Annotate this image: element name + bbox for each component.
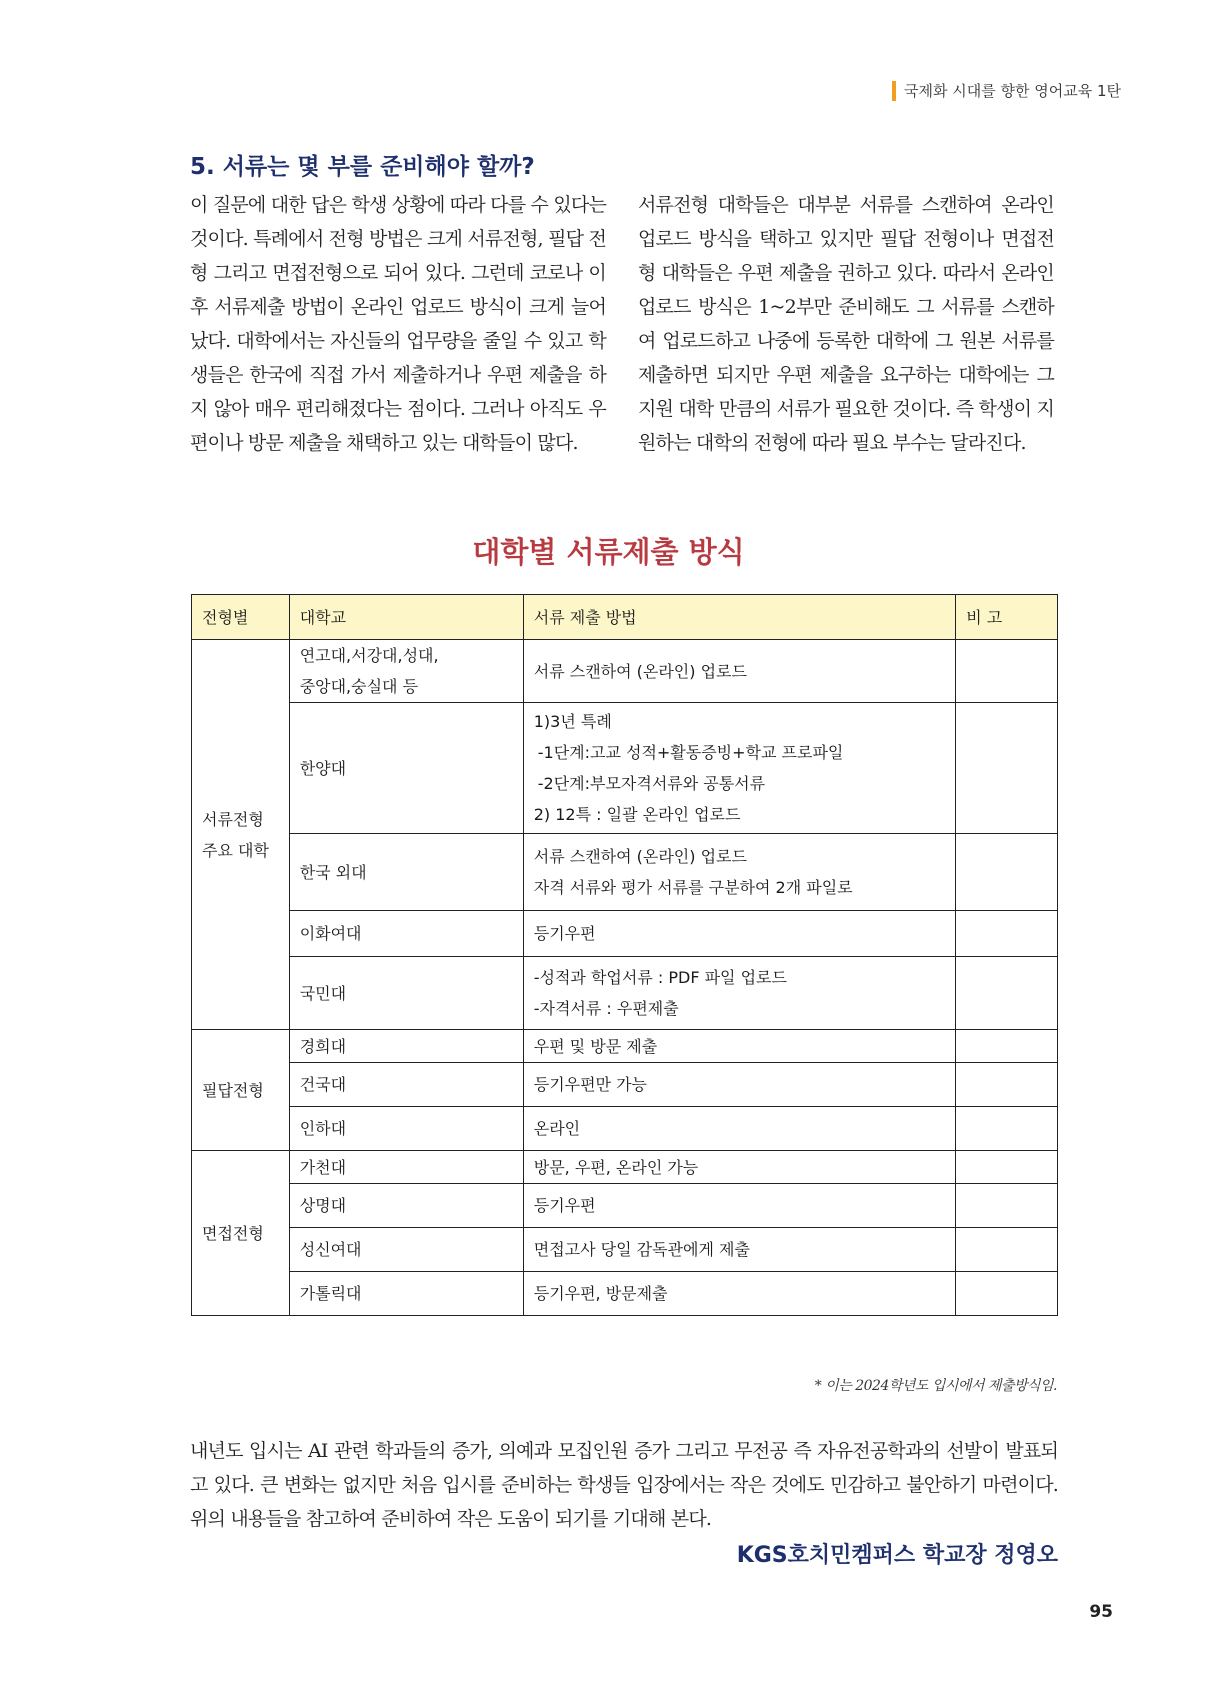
submission-table <box>191 594 1058 1316</box>
university-line: 상명대 <box>299 1196 347 1215</box>
closing-paragraph: 내년도 입시는 AI 관련 학과들의 증가, 의예과 모집인원 증가 그리고 무전공 즉 자유전공학과의 선발이 발표되고 있다. 큰 변화는 없지만 처음 입시를 준비하는 학생들 입장에서는 작은 것에도 민감하고 불안하기 마련이다. 위의 내용들을 참고하여 준비하여 작은 도움이 되기를 기대해 본다. <box>190 1440 1058 1530</box>
exam-type-line: 필답전형 <box>202 1080 264 1100</box>
method-line: 등기우편 <box>533 924 596 943</box>
table-row <box>192 1063 1058 1107</box>
university-line: 가천대 <box>299 1157 347 1177</box>
table-row <box>192 911 1058 957</box>
method-line: -1단계:고교 성적+활동증빙+학교 프로파일 <box>537 743 844 762</box>
running-header <box>892 80 1121 101</box>
exam-type-line: 주요 대학 <box>202 840 269 860</box>
cell-method <box>523 1151 955 1184</box>
cell-method <box>523 703 955 834</box>
table-row <box>192 1272 1058 1316</box>
university-line: 경희대 <box>299 1036 347 1056</box>
table-row <box>192 640 1058 703</box>
table-footnote: * 이는 2024학년도 입시에서 제출방식임. <box>814 1378 1057 1394</box>
header-method: 서류 제출 방법 <box>523 595 955 640</box>
method-line: 서류 스캔하여 (온라인) 업로드 <box>533 661 747 681</box>
header-accent-bar <box>892 81 896 101</box>
table-row <box>192 1030 1058 1063</box>
cell-method <box>523 911 955 957</box>
cell-exam-type <box>192 1030 290 1151</box>
university-line: 중앙대,숭실대 등 <box>299 677 419 696</box>
method-line: 온라인 <box>533 1119 581 1138</box>
cell-remarks <box>956 957 1058 1030</box>
cell-university <box>289 1151 523 1184</box>
table-row <box>192 1151 1058 1184</box>
university-line: 한국 외대 <box>299 862 367 882</box>
table-header-row <box>192 595 1058 640</box>
cell-university <box>289 911 523 957</box>
table-row <box>192 703 1058 834</box>
table-row <box>192 834 1058 911</box>
cell-university <box>289 1184 523 1228</box>
table-row <box>192 957 1058 1030</box>
method-line: 등기우편만 가능 <box>533 1075 648 1094</box>
cell-method <box>523 1063 955 1107</box>
university-line: 건국대 <box>299 1075 347 1094</box>
method-line: 자격 서류와 평가 서류를 구분하여 2개 파일로 <box>533 878 853 897</box>
university-line: 연고대,서강대,성대, <box>299 646 439 665</box>
table-row <box>192 1107 1058 1151</box>
university-line: 이화여대 <box>299 924 362 943</box>
university-line: 한양대 <box>299 758 347 778</box>
cell-remarks <box>956 640 1058 703</box>
cell-remarks <box>956 1107 1058 1151</box>
cell-university <box>289 703 523 834</box>
header-text: 국제화 시대를 향한 영어교육 1탄 <box>904 82 1121 100</box>
cell-remarks <box>956 1063 1058 1107</box>
page-number: 95 <box>1089 1602 1113 1622</box>
body-column-right: 서류전형 대학들은 대부분 서류를 스캔하여 온라인 업로드 방식을 택하고 있지만 필답 전형이나 면접전형 대학들은 우편 제출을 권하고 있다. 따라서 온라인 업로드 방식은 1~2부만 준비해도 그 서류를 스캔하여 업로드하고 나중에 등록한 대학에 그 원본 서류를 제출하면 되지만 우편 제출을 요구하는 대학에는 그 지원 대학 만큼의 서류가 필요한 것이다. 즉 학생이 지원하는 대학의 전형에 따라 필요 부수는 달라진다. <box>638 194 1054 454</box>
exam-type-line: 서류전형 <box>202 809 264 829</box>
cell-method <box>523 1184 955 1228</box>
cell-method <box>523 1228 955 1272</box>
method-line: -2단계:부모자격서류와 공통서류 <box>537 774 766 793</box>
method-line: 1)3년 특례 <box>533 712 612 731</box>
cell-method <box>523 1272 955 1316</box>
cell-remarks <box>956 1151 1058 1184</box>
cell-university <box>289 1107 523 1151</box>
method-line: -자격서류 : 우편제출 <box>533 999 679 1018</box>
method-line: 서류 스캔하여 (온라인) 업로드 <box>533 847 747 866</box>
author-signature: KGS호치민켐퍼스 학교장 정영오 <box>736 1543 1058 1568</box>
header-type: 전형별 <box>192 595 290 640</box>
cell-exam-type <box>192 640 290 1030</box>
cell-remarks <box>956 1228 1058 1272</box>
table-row <box>192 1228 1058 1272</box>
cell-method <box>523 640 955 703</box>
table-body <box>192 640 1058 1316</box>
method-line: 2) 12특 : 일괄 온라인 업로드 <box>533 805 741 824</box>
cell-method <box>523 1107 955 1151</box>
table-title: 대학별 서류제출 방식 <box>472 535 745 569</box>
cell-university <box>289 1063 523 1107</box>
table-row <box>192 1184 1058 1228</box>
method-line: 방문, 우편, 온라인 가능 <box>533 1157 699 1177</box>
cell-method <box>523 1030 955 1063</box>
cell-university <box>289 1228 523 1272</box>
method-line: -성적과 학업서류 : PDF 파일 업로드 <box>533 968 787 987</box>
university-line: 국민대 <box>299 983 347 1003</box>
cell-remarks <box>956 1030 1058 1063</box>
header-remarks: 비 고 <box>956 595 1058 640</box>
body-column-left: 이 질문에 대한 답은 학생 상황에 따라 다를 수 있다는 것이다. 특례에서 전형 방법은 크게 서류전형, 필답 전형 그리고 면접전형으로 되어 있다. 그런데 코로나 이후 서류제출 방법이 온라인 업로드 방식이 크게 늘어났다. 대학에서는 자신들의 업무량을 줄일 수 있고 학생들은 한국에 직접 가서 제출하거나 우편 제출을 하지 않아 매우 편리해졌다는 점이다. 그러나 아직도 우편이나 방문 제출을 채택하고 있는 대학들이 많다. <box>190 194 606 454</box>
header-university: 대학교 <box>289 595 523 640</box>
university-line: 인하대 <box>299 1119 347 1138</box>
method-line: 면접고사 당일 감독관에게 제출 <box>533 1240 750 1259</box>
exam-type-line: 면접전형 <box>202 1223 264 1243</box>
university-line: 가톨릭대 <box>299 1284 362 1303</box>
cell-remarks <box>956 703 1058 834</box>
cell-remarks <box>956 1184 1058 1228</box>
cell-university <box>289 1272 523 1316</box>
cell-university <box>289 957 523 1030</box>
section-title: 5. 서류는 몇 부를 준비해야 할까? <box>190 154 535 180</box>
cell-remarks <box>956 911 1058 957</box>
cell-university <box>289 834 523 911</box>
cell-exam-type <box>192 1151 290 1316</box>
cell-remarks <box>956 834 1058 911</box>
cell-method <box>523 834 955 911</box>
university-line: 성신여대 <box>299 1240 362 1259</box>
cell-university <box>289 640 523 703</box>
cell-remarks <box>956 1272 1058 1316</box>
method-line: 우편 및 방문 제출 <box>533 1036 658 1056</box>
cell-method <box>523 957 955 1030</box>
method-line: 등기우편 <box>533 1196 596 1215</box>
method-line: 등기우편, 방문제출 <box>533 1284 668 1303</box>
cell-university <box>289 1030 523 1063</box>
